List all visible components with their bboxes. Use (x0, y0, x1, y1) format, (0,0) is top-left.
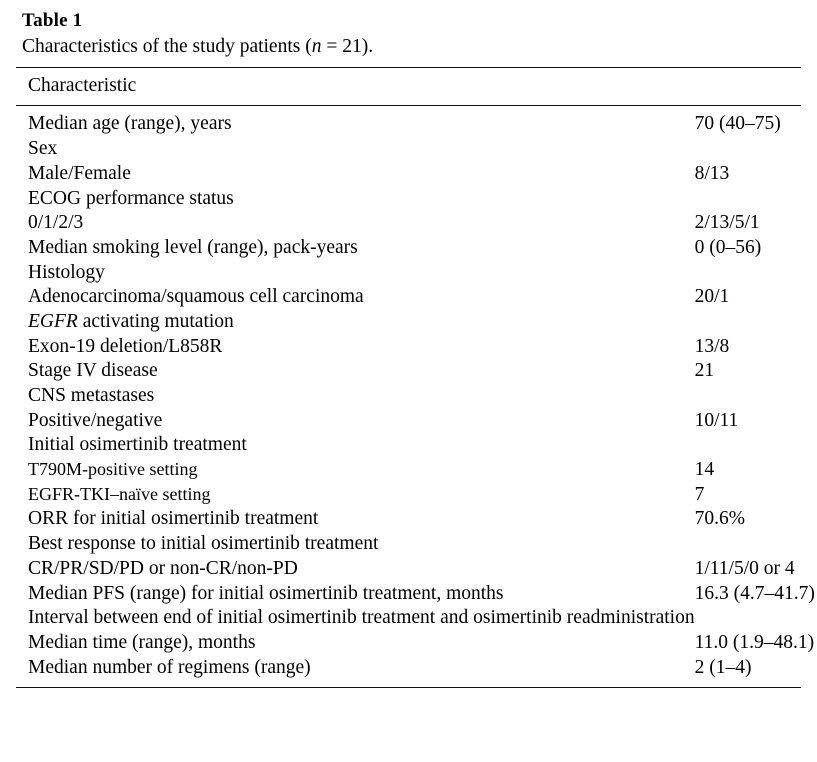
table-row (16, 383, 815, 408)
row-value: 10/11 (694, 409, 739, 431)
table-row (16, 235, 815, 260)
row-label: Stage IV disease (28, 360, 158, 382)
table-row (16, 211, 815, 236)
row-label: T790M-positive setting (28, 459, 198, 480)
row-value (695, 309, 815, 334)
row-label: Interval between end of initial osimertinib treatment and osimertinib readministration (28, 607, 695, 629)
row-value: 2 (1–4) (694, 656, 752, 678)
table-row (16, 137, 815, 162)
table-row (16, 359, 815, 384)
row-value: 1/11/5/0 or 4 (694, 557, 795, 579)
body-bottom-spacer (16, 680, 815, 687)
table-row (16, 285, 815, 310)
row-label-italic: EGFR (28, 310, 78, 332)
table-head (16, 68, 801, 105)
table-row (16, 260, 815, 285)
row-label: 0/1/2/3 (28, 212, 84, 234)
row-label: Median age (range), years (28, 113, 232, 135)
row-value: 21 (694, 360, 715, 382)
table-row (16, 556, 815, 581)
row-value (695, 186, 815, 211)
row-value (695, 137, 815, 162)
row-value: 7 (694, 483, 705, 505)
caption-suffix: = 21). (321, 36, 374, 57)
table-row (16, 186, 815, 211)
row-value (695, 383, 815, 408)
table-label: Table 1 (22, 10, 83, 31)
row-label: Male/Female (28, 162, 131, 184)
row-value: 70.6% (694, 508, 745, 530)
row-value: 2/13/5/1 (694, 212, 760, 234)
row-value (695, 606, 815, 631)
table-row (16, 630, 815, 655)
table-row (16, 433, 815, 458)
row-label: Initial osimertinib treatment (28, 434, 247, 456)
row-label: Median PFS (range) for initial osimertinib treatment, months (28, 582, 504, 604)
row-value: 0 (0–56) (694, 236, 762, 258)
table-row (16, 112, 815, 137)
table-row (16, 458, 815, 483)
row-label: Positive/negative (28, 409, 163, 431)
table-caption (22, 35, 801, 59)
column-header-characteristic: Characteristic (28, 75, 137, 97)
row-value (695, 433, 815, 458)
row-label: Median smoking level (range), pack-years (28, 236, 358, 258)
caption-italic-n: n (311, 36, 322, 57)
row-label: CNS metastases (28, 385, 155, 407)
table-row (16, 606, 815, 631)
row-value: 14 (694, 459, 715, 481)
header-row (16, 68, 801, 105)
table-row (16, 309, 815, 334)
table-row (16, 408, 815, 433)
table-row (16, 655, 815, 680)
row-value: 16.3 (4.7–41.7) (694, 582, 815, 604)
row-value (695, 260, 815, 285)
row-value: 11.0 (1.9–48.1) (694, 631, 815, 653)
table-row (16, 161, 815, 186)
row-label: ECOG performance status (28, 187, 234, 209)
row-label: Best response to initial osimertinib treatment (28, 533, 379, 555)
table-row (16, 532, 815, 557)
row-label: Sex (28, 138, 58, 160)
spacer-cell (16, 680, 815, 687)
row-value: 20/1 (694, 286, 730, 308)
row-label: Histology (28, 261, 105, 283)
table-row (16, 482, 815, 507)
table-row (16, 581, 815, 606)
row-value: 70 (40–75) (694, 113, 781, 135)
row-value: 13/8 (694, 335, 730, 357)
row-label: Median number of regimens (range) (28, 656, 311, 678)
rule-bottom (16, 687, 801, 688)
row-label: Median time (range), months (28, 631, 256, 653)
row-label: Exon-19 deletion/L858R (28, 335, 223, 357)
row-label: EGFR-TKI–naïve setting (28, 483, 211, 504)
row-label: Adenocarcinoma/squamous cell carcinoma (28, 286, 364, 308)
caption-prefix: Characteristics of the study patients ( (22, 36, 312, 57)
row-label-text: activating mutation (77, 310, 234, 332)
table-row (16, 334, 815, 359)
characteristics-body-table (16, 106, 815, 687)
table-body (16, 106, 815, 687)
table-row (16, 507, 815, 532)
characteristics-table (16, 68, 801, 105)
row-value (695, 532, 815, 557)
row-label (16, 309, 695, 334)
row-value: 8/13 (694, 162, 730, 184)
row-label: CR/PR/SD/PD or non-CR/non-PD (28, 557, 298, 579)
row-label: ORR for initial osimertinib treatment (28, 508, 319, 530)
